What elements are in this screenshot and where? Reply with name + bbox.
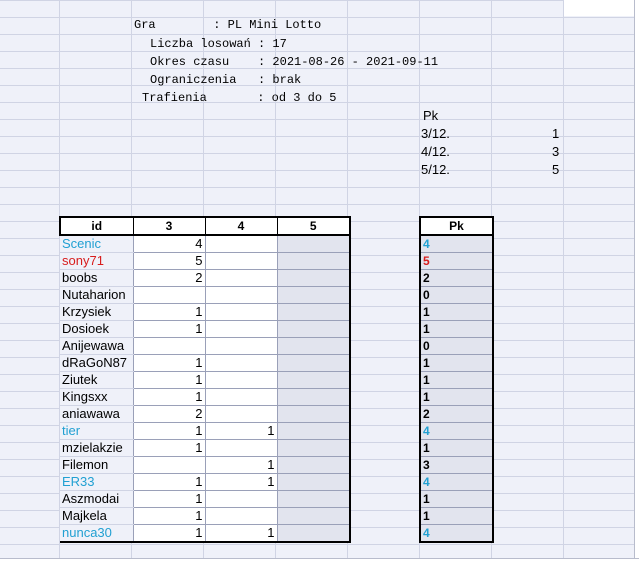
pk-summary-value-2: 3 — [552, 144, 560, 159]
hits-4-cell[interactable] — [205, 406, 277, 423]
col-header-id[interactable]: id — [60, 217, 133, 235]
hits-4-cell[interactable] — [205, 508, 277, 525]
col-header-4[interactable]: 4 — [205, 217, 277, 235]
hits-3-cell[interactable]: 1 — [133, 389, 205, 406]
table-row — [420, 355, 493, 372]
table-row — [420, 440, 493, 457]
col-header-3[interactable]: 3 — [133, 217, 205, 235]
pk-col-header[interactable]: Pk — [420, 217, 493, 235]
table-row — [60, 304, 350, 321]
sheet-corner — [564, 0, 639, 16]
hits-3-cell[interactable]: 1 — [133, 423, 205, 440]
hits-5-cell[interactable] — [277, 423, 350, 440]
pk-value-cell[interactable]: 5 — [420, 253, 493, 270]
hits-5-cell[interactable] — [277, 355, 350, 372]
results-header-row — [60, 217, 350, 235]
table-row — [420, 423, 493, 440]
pk-value-cell[interactable]: 4 — [420, 474, 493, 491]
pk-value-cell[interactable]: 1 — [420, 321, 493, 338]
table-row — [420, 287, 493, 304]
player-name-cell[interactable]: Kingsxx — [60, 389, 133, 406]
table-row — [420, 406, 493, 423]
hits-4-cell[interactable] — [205, 389, 277, 406]
hits-3-cell[interactable]: 1 — [133, 525, 205, 543]
hits-4-cell[interactable] — [205, 321, 277, 338]
table-row — [60, 389, 350, 406]
hits-5-cell[interactable] — [277, 525, 350, 543]
player-name-cell[interactable]: Ziutek — [60, 372, 133, 389]
hits-4-cell[interactable] — [205, 270, 277, 287]
player-name-cell[interactable]: Anijewawa — [60, 338, 133, 355]
hits-4-cell[interactable] — [205, 235, 277, 253]
pk-summary-value-1: 1 — [552, 126, 560, 141]
pk-value-cell[interactable]: 1 — [420, 440, 493, 457]
table-row — [60, 270, 350, 287]
pk-value-cell[interactable]: 4 — [420, 235, 493, 253]
header-restrictions: Ograniczenia : brak — [150, 73, 302, 87]
player-name-cell[interactable]: sony71 — [60, 253, 133, 270]
hits-3-cell[interactable]: 5 — [133, 253, 205, 270]
pk-summary-label-3: 5/12. — [421, 162, 450, 177]
player-name-cell[interactable]: boobs — [60, 270, 133, 287]
pk-value-cell[interactable]: 2 — [420, 270, 493, 287]
hits-4-cell[interactable] — [205, 253, 277, 270]
player-name-cell[interactable]: Dosioek — [60, 321, 133, 338]
table-row — [60, 440, 350, 457]
hits-4-cell[interactable] — [205, 338, 277, 355]
hits-4-cell[interactable]: 1 — [205, 474, 277, 491]
table-row — [60, 235, 350, 253]
hits-5-cell[interactable] — [277, 491, 350, 508]
hits-5-cell[interactable] — [277, 474, 350, 491]
table-row — [420, 304, 493, 321]
pk-value-cell[interactable]: 1 — [420, 304, 493, 321]
hits-3-cell[interactable]: 1 — [133, 355, 205, 372]
hits-4-cell[interactable]: 1 — [205, 457, 277, 474]
hits-3-cell[interactable] — [133, 457, 205, 474]
hits-3-cell[interactable]: 1 — [133, 372, 205, 389]
hits-4-cell[interactable] — [205, 440, 277, 457]
hits-5-cell[interactable] — [277, 406, 350, 423]
table-row — [60, 423, 350, 440]
header-draw-count: Liczba losowań : 17 — [150, 37, 287, 51]
hits-5-cell[interactable] — [277, 372, 350, 389]
player-name-cell[interactable]: tier — [60, 423, 133, 440]
player-name-cell[interactable]: Scenic — [60, 235, 133, 253]
table-row — [60, 372, 350, 389]
table-row — [420, 338, 493, 355]
table-row — [420, 389, 493, 406]
hits-4-cell[interactable]: 1 — [205, 525, 277, 543]
pk-summary-label-1: 3/12. — [421, 126, 450, 141]
hits-5-cell[interactable] — [277, 321, 350, 338]
pk-summary-value-3: 5 — [552, 162, 560, 177]
player-name-cell[interactable]: aniawawa — [60, 406, 133, 423]
table-row — [60, 474, 350, 491]
table-row — [420, 474, 493, 491]
table-row — [60, 457, 350, 474]
hits-3-cell[interactable] — [133, 338, 205, 355]
player-name-cell[interactable]: Krzysiek — [60, 304, 133, 321]
hits-5-cell[interactable] — [277, 508, 350, 525]
table-row — [420, 508, 493, 525]
hits-5-cell[interactable] — [277, 389, 350, 406]
pk-value-cell[interactable]: 1 — [420, 491, 493, 508]
table-row — [420, 235, 493, 253]
pk-value-cell[interactable]: 1 — [420, 508, 493, 525]
pk-summary-title: Pk — [423, 108, 439, 123]
table-row — [420, 321, 493, 338]
window-right-edge — [634, 0, 639, 561]
table-row — [60, 491, 350, 508]
results-table — [59, 216, 351, 543]
table-row — [60, 321, 350, 338]
pk-value-cell[interactable]: 4 — [420, 525, 493, 543]
table-row — [60, 508, 350, 525]
hits-3-cell[interactable]: 1 — [133, 440, 205, 457]
hits-5-cell[interactable] — [277, 287, 350, 304]
hits-4-cell[interactable] — [205, 491, 277, 508]
hits-5-cell[interactable] — [277, 338, 350, 355]
header-period: Okres czasu : 2021-08-26 - 2021-09-11 — [150, 55, 439, 69]
table-row — [420, 253, 493, 270]
hits-3-cell[interactable]: 1 — [133, 321, 205, 338]
pk-value-cell[interactable]: 0 — [420, 287, 493, 304]
pk-value-cell[interactable]: 1 — [420, 389, 493, 406]
hits-3-cell[interactable]: 1 — [133, 474, 205, 491]
player-name-cell[interactable]: ER33 — [60, 474, 133, 491]
hits-4-cell[interactable]: 1 — [205, 423, 277, 440]
player-name-cell[interactable]: mzielakzie — [60, 440, 133, 457]
pk-value-cell[interactable]: 4 — [420, 423, 493, 440]
hits-5-cell[interactable] — [277, 270, 350, 287]
player-name-cell[interactable]: Nutaharion — [60, 287, 133, 304]
pk-value-cell[interactable]: 1 — [420, 355, 493, 372]
hits-3-cell[interactable]: 1 — [133, 491, 205, 508]
pk-value-cell[interactable]: 2 — [420, 406, 493, 423]
table-row — [60, 287, 350, 304]
pk-value-cell[interactable]: 3 — [420, 457, 493, 474]
pk-summary-label-2: 4/12. — [421, 144, 450, 159]
hits-5-cell[interactable] — [277, 253, 350, 270]
table-row — [420, 525, 493, 543]
player-name-cell[interactable]: dRaGoN87 — [60, 355, 133, 372]
player-name-cell[interactable]: Aszmodai — [60, 491, 133, 508]
table-row — [420, 372, 493, 389]
hits-3-cell[interactable]: 1 — [133, 304, 205, 321]
hits-3-cell[interactable]: 2 — [133, 406, 205, 423]
hits-5-cell[interactable] — [277, 304, 350, 321]
header-game: Gra : PL Mini Lotto — [134, 18, 322, 32]
hits-3-cell[interactable]: 4 — [133, 235, 205, 253]
window-bottom-edge — [0, 558, 639, 562]
hits-5-cell[interactable] — [277, 235, 350, 253]
pk-value-cell[interactable]: 0 — [420, 338, 493, 355]
hits-4-cell[interactable] — [205, 287, 277, 304]
table-row — [60, 253, 350, 270]
hits-4-cell[interactable] — [205, 304, 277, 321]
player-name-cell[interactable]: Majkela — [60, 508, 133, 525]
table-row — [420, 270, 493, 287]
hits-3-cell[interactable]: 1 — [133, 508, 205, 525]
pk-table — [419, 216, 494, 543]
hits-5-cell[interactable] — [277, 440, 350, 457]
table-row — [60, 525, 350, 543]
hits-4-cell[interactable] — [205, 355, 277, 372]
pk-value-cell[interactable]: 1 — [420, 372, 493, 389]
hits-4-cell[interactable] — [205, 372, 277, 389]
hits-5-cell[interactable] — [277, 457, 350, 474]
col-header-5[interactable]: 5 — [277, 217, 350, 235]
hits-3-cell[interactable]: 2 — [133, 270, 205, 287]
table-row — [60, 406, 350, 423]
table-row — [60, 338, 350, 355]
hits-3-cell[interactable] — [133, 287, 205, 304]
table-row — [420, 491, 493, 508]
player-name-cell[interactable]: Filemon — [60, 457, 133, 474]
table-row — [420, 457, 493, 474]
table-row — [60, 355, 350, 372]
header-hits: Trafienia : od 3 do 5 — [142, 91, 337, 105]
player-name-cell[interactable]: nunca30 — [60, 525, 133, 543]
pk-header-row — [420, 217, 493, 235]
